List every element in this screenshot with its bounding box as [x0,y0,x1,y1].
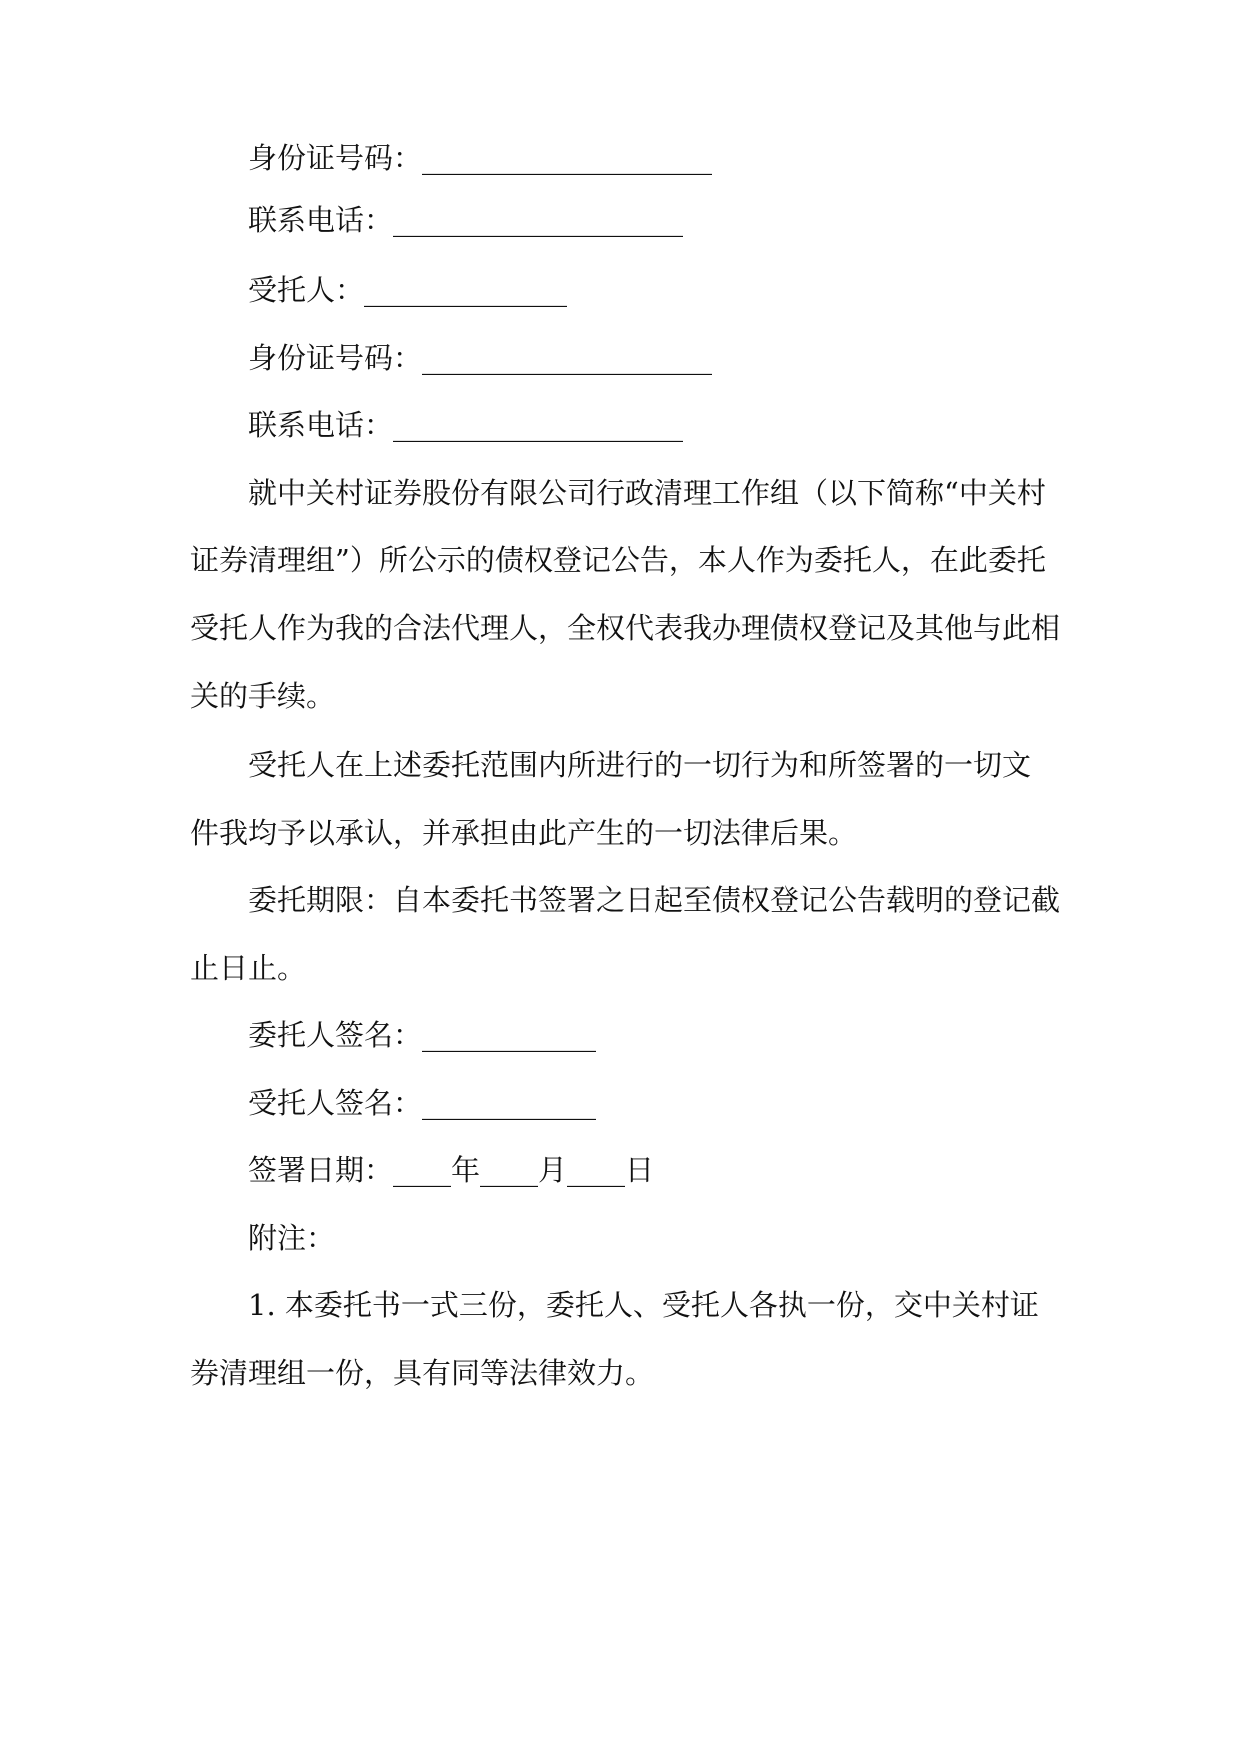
principal-signature-field: 委托人签名：____________ [248,1018,597,1052]
paragraph-1-line-1: 就中关村证券股份有限公司行政清理工作组（以下简称“中关村 [248,476,1046,510]
note-1-line-1: 1. 本委托书一式三份，委托人、受托人各执一份，交中关村证 [248,1288,1039,1322]
paragraph-1-line-2: 证券清理组”）所公示的债权登记公告，本人作为委托人，在此委托 [190,543,1046,577]
paragraph-2-line-1: 受托人在上述委托范围内所进行的一切行为和所签署的一切文 [248,748,1032,782]
signing-date-field: 签署日期：____年____月____日 [248,1153,655,1187]
paragraph-1-line-4: 关的手续。 [190,679,336,713]
agent-phone-field: 联系电话：____________________ [248,408,684,442]
paragraph-1-line-3: 受托人作为我的合法代理人，全权代表我办理债权登记及其他与此相 [190,611,1061,645]
paragraph-2-line-2: 件我均予以承认，并承担由此产生的一切法律后果。 [190,816,858,850]
paragraph-3-line-2: 止日止。 [190,951,307,985]
note-heading: 附注： [248,1221,336,1255]
principal-id-number-field: 身份证号码：____________________ [248,141,713,175]
agent-signature-field: 受托人签名：____________ [248,1086,597,1120]
note-1-line-2: 券清理组一份，具有同等法律效力。 [190,1356,655,1390]
paragraph-3-line-1: 委托期限：自本委托书签署之日起至债权登记公告载明的登记截 [248,883,1061,917]
agent-id-number-field: 身份证号码：____________________ [248,341,713,375]
principal-phone-field: 联系电话：____________________ [248,203,684,237]
agent-field: 受托人：______________ [248,273,568,307]
